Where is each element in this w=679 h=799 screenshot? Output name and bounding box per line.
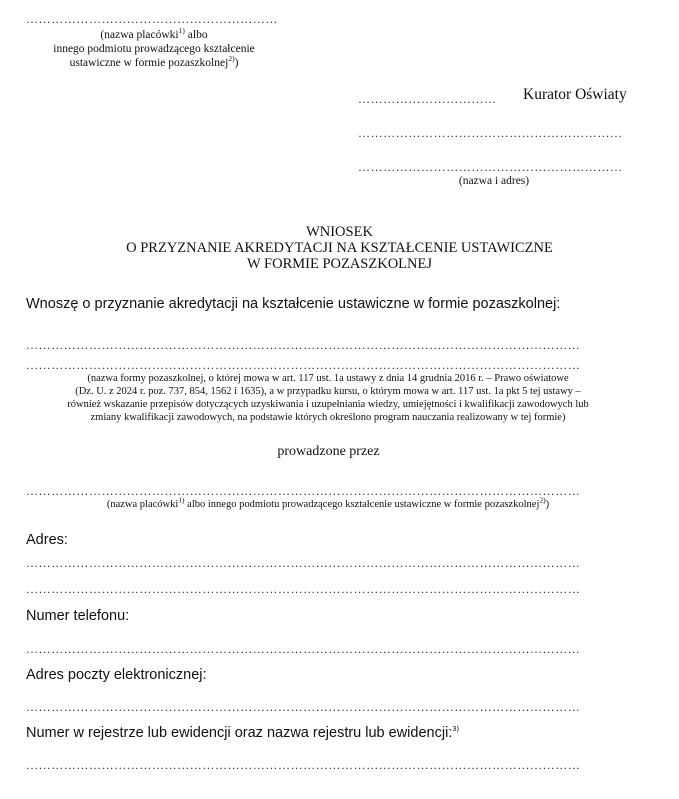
address-line-2[interactable]: …………………………………………………………………………………………………………………… bbox=[26, 582, 581, 596]
institution-caption-line3 bbox=[26, 56, 282, 70]
email-line[interactable]: …………………………………………………………………………………………………………………… bbox=[26, 700, 581, 714]
form-name-line-1[interactable]: …………………………………………………………………………………………………………………… bbox=[26, 338, 581, 352]
note-line: zmiany kwalifikacji zawodowych, na podstawie których określono program nauczania realizowany w tej formie) bbox=[90, 412, 566, 423]
caption-text: ) bbox=[545, 499, 550, 510]
registry-label bbox=[26, 725, 459, 741]
institution-caption bbox=[26, 28, 282, 70]
page-title bbox=[0, 224, 679, 272]
title-line1: WNIOSEK bbox=[306, 224, 373, 240]
institution-caption-line2: innego podmiotu prowadzącego kształcenie bbox=[53, 43, 255, 55]
note-line: (nazwa formy pozaszkolnej, o której mowa w art. 117 ust. 1a ustawy z dnia 14 grudnia 2016 r. – Prawo oświatowe bbox=[87, 373, 569, 384]
note-line: (Dz. U. z 2024 r. poz. 737, 854, 1562 i 1635), a w przypadku kursu, o którym mowa w art. 117 ust. 1a pkt 5 tej ustawy – bbox=[75, 386, 581, 397]
registry-label-text: Numer w rejestrze lub ewidencji oraz nazwa rejestru lub ewidencji: bbox=[26, 725, 453, 741]
form-name-note bbox=[26, 372, 630, 424]
request-intro: Wnoszę o przyznanie akredytacji na kształcenie ustawiczne w formie pozaszkolnej: bbox=[26, 296, 561, 312]
registry-line[interactable]: …………………………………………………………………………………………………………………… bbox=[26, 758, 581, 772]
provider-caption bbox=[26, 495, 630, 512]
title-line3: W FORMIE POZASZKOLNEJ bbox=[246, 256, 433, 272]
phone-label: Numer telefonu: bbox=[26, 608, 130, 624]
address-label: Adres: bbox=[26, 532, 68, 548]
provider-label: prowadzone przez bbox=[277, 444, 380, 459]
caption-text: ) bbox=[234, 57, 239, 69]
email-label: Adres poczty elektronicznej: bbox=[26, 667, 207, 683]
institution-caption-line1 bbox=[26, 28, 282, 42]
kurator-name-line[interactable]: …………………………… bbox=[358, 92, 497, 106]
recipient-line-2[interactable]: ……………………………………………………… bbox=[358, 126, 623, 140]
provider-name-line[interactable]: …………………………………………………………………………………………………………………… bbox=[26, 484, 581, 498]
caption-text: (nazwa placówki bbox=[106, 499, 179, 510]
institution-name-line[interactable]: …………………………………………………… bbox=[26, 12, 278, 26]
kurator-label: Kurator Oświaty bbox=[523, 86, 627, 103]
note-line: również wskazanie przepisów dotyczących uzyskiwania i uzupełniania wiedzy, umiejętności i kwalifikacji zawodowych lub bbox=[67, 399, 589, 410]
form-name-line-2[interactable]: …………………………………………………………………………………………………………………… bbox=[26, 358, 581, 372]
caption-text: (nazwa placówki bbox=[100, 29, 179, 41]
footnote-ref: 3) bbox=[452, 724, 459, 734]
recipient-caption: (nazwa i adres) bbox=[458, 175, 530, 187]
caption-text: albo bbox=[184, 29, 208, 41]
caption-text: albo innego podmiotu prowadzącego kształcenie ustawiczne w formie pozaszkolnej bbox=[184, 499, 540, 510]
caption-text: ustawiczne w formie pozaszkolnej bbox=[69, 57, 229, 69]
footnote-ref: 1) bbox=[178, 26, 185, 36]
footnote-ref: 1) bbox=[178, 495, 185, 505]
footnote-ref: 2) bbox=[228, 54, 235, 64]
footnote-ref: 2) bbox=[539, 495, 546, 505]
title-line2: O PRZYZNANIE AKREDYTACJI NA KSZTAŁCENIE USTAWICZNE bbox=[126, 240, 553, 256]
address-line-1[interactable]: …………………………………………………………………………………………………………………… bbox=[26, 556, 581, 570]
recipient-line-3[interactable]: ……………………………………………………… bbox=[358, 160, 623, 174]
phone-line[interactable]: …………………………………………………………………………………………………………………… bbox=[26, 642, 581, 656]
